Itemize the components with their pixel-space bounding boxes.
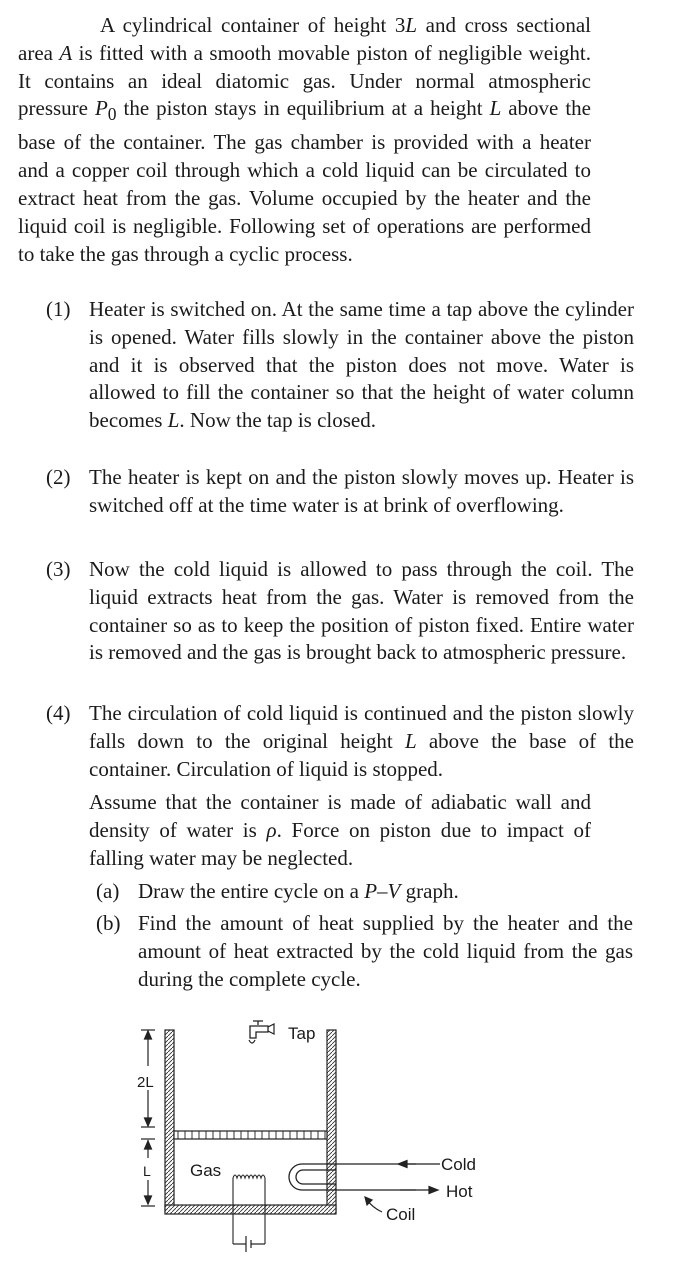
dimension-l-label: L xyxy=(143,1163,151,1179)
hot-arrow xyxy=(400,1187,438,1194)
cold-label: Cold xyxy=(441,1155,476,1174)
assumption-paragraph: Assume that the container is made of adiabatic wall and density of water is ρ. Force on piston due to impact of falling water may be neglected. xyxy=(89,790,592,870)
tap-icon xyxy=(249,1021,274,1043)
battery-icon xyxy=(233,1236,265,1252)
coil-label: Coil xyxy=(386,1205,416,1224)
cooling-coil xyxy=(289,1164,416,1190)
cold-arrow xyxy=(398,1161,440,1168)
tap-label: Tap xyxy=(288,1024,316,1043)
dimension-2l-label: 2L xyxy=(137,1074,154,1091)
right-wall xyxy=(327,1030,336,1212)
step-2: (2) The heater is kept on and the piston slowly moves up. Heater is switched off at the time water is at brink of overflowing. xyxy=(46,465,634,517)
step-1: (1) Heater is switched on. At the same time a tap above the cylinder is opened. Water fills slowly in the container above the piston and it is observed that the piston does not move. Water is allowed to fill the container so that the height of water column becomes L. Now the tap is closed. xyxy=(46,297,634,433)
question-a: (a) Draw the entire cycle on a P–V graph. xyxy=(96,879,459,903)
step-3: (3) Now the cold liquid is allowed to pass through the coil. The liquid extracts heat from the gas. Water is removed from the container so as to keep the position of piston fixed. Entire water is removed and the gas is brought back to atmospheric pressure. xyxy=(46,557,634,665)
left-wall xyxy=(165,1030,174,1212)
hot-label: Hot xyxy=(446,1182,473,1201)
problem-intro: A cylindrical container of height 3L and cross sectional area A is fitted with a smooth movable piston of negligible weight. It contains an ideal diatomic gas. Under normal atmospheric pressure $P_0$ the piston stays in equilibrium at a height L above the base of the container. The gas chamber is provided with a heater and a copper coil through which a cold liquid can be circulated to extract heat from the gas. Volume occupied by the heater and the liquid coil is negligible. Following set of operations are performed to take the gas through a cyclic process. xyxy=(18,13,591,266)
gas-label: Gas xyxy=(190,1161,222,1180)
base-wall xyxy=(165,1205,336,1214)
container-diagram xyxy=(130,1010,510,1275)
step-4: (4) The circulation of cold liquid is continued and the piston slowly falls down to the original height L above the base of the container. Circulation of liquid is stopped. xyxy=(46,701,635,781)
question-b: (b) Find the amount of heat supplied by the heater and the amount of heat extracted by the cold liquid from the gas during the complete cycle. xyxy=(96,911,633,991)
coil-pointer xyxy=(365,1197,382,1212)
piston xyxy=(174,1131,327,1139)
